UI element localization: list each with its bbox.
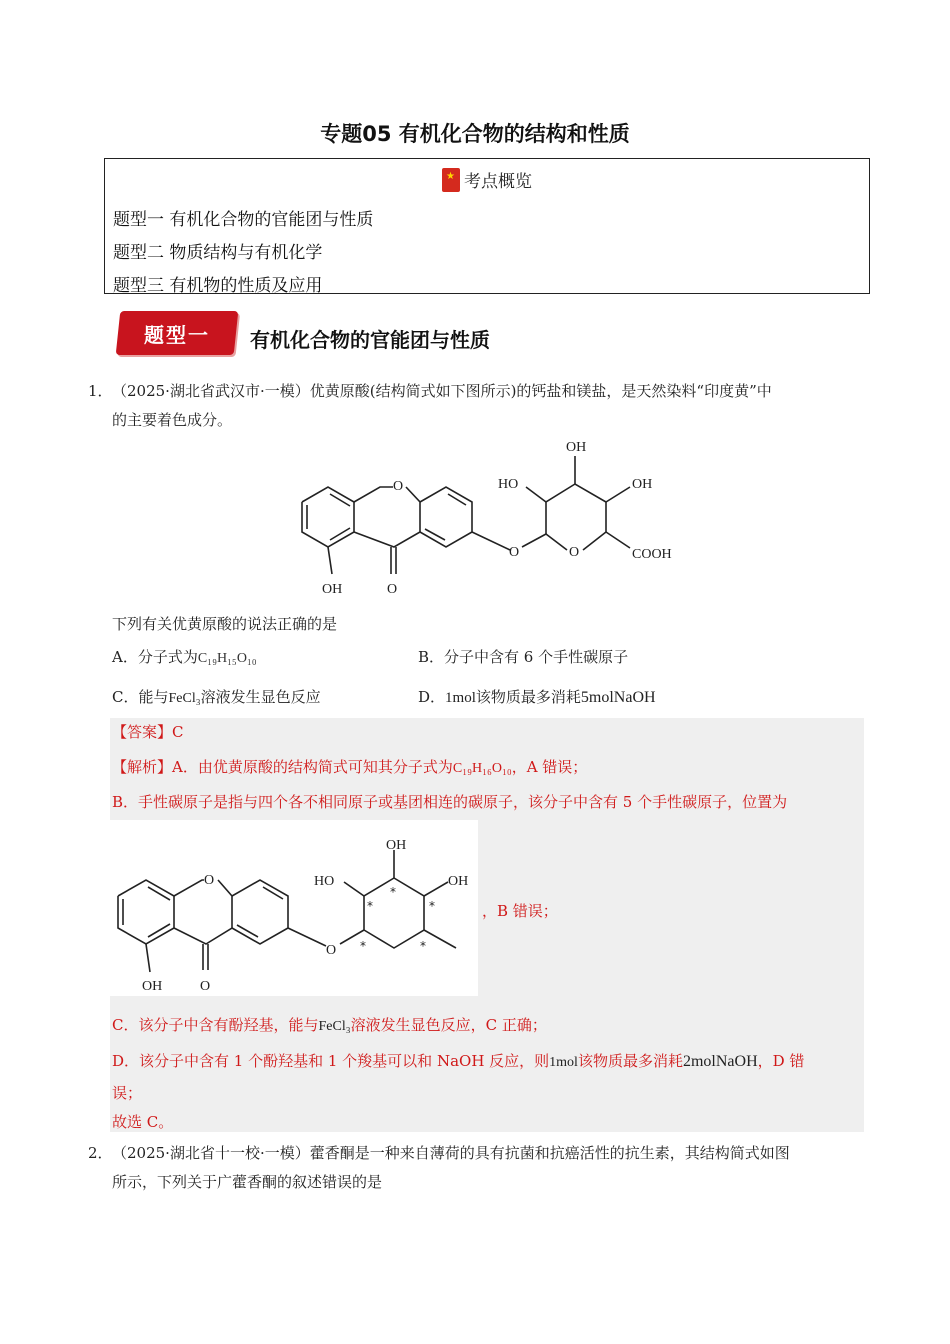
- section-banner: 题型一: [116, 311, 239, 355]
- overview-item: 题型二 物质结构与有机化学: [113, 243, 323, 263]
- q1-number: 1．: [88, 382, 113, 400]
- q2-stem-line1: （2025·湖北省十一校·一模）藿香酮是一种来自薄荷的具有抗菌和抗癌活性的抗生素，其结构简式如图: [112, 1144, 790, 1162]
- overview-box: [104, 158, 870, 294]
- chiral-star: *: [360, 939, 366, 953]
- oh-right-label: OH: [632, 477, 653, 492]
- molecule-structure: [290, 432, 690, 602]
- analysis-d-line2: 误；: [112, 1084, 143, 1102]
- analysis-b-end: ，B 错误；: [482, 902, 558, 920]
- oh-top-label: OH: [566, 440, 587, 455]
- o-ring-label: O: [204, 873, 215, 888]
- overview-heading: 考点概览: [464, 172, 532, 192]
- section-title: 有机化合物的官能团与性质: [250, 328, 490, 352]
- ho-left-label: HO: [314, 874, 335, 889]
- q1-stem-line1: （2025·湖北省武汉市·一模）优黄原酸(结构简式如下图所示)的钙盐和镁盐，是天然染料“印度黄”中: [112, 382, 772, 400]
- option-b: B．分子中含有 6 个手性碳原子: [418, 648, 629, 666]
- oh-bottom-label: OH: [142, 979, 163, 994]
- answer: 【答案】C: [112, 723, 184, 741]
- oh-top-label: OH: [386, 838, 407, 853]
- option-c: C．能与FeCl₃溶液发生显色反应: [112, 688, 321, 706]
- option-a: A．分子式为C₁₉H₁₅O₁₀: [112, 648, 257, 666]
- analysis-b: B．手性碳原子是指与四个各不相同原子或基团相连的碳原子，该分子中含有 5 个手性碳原子，位置为: [112, 793, 788, 811]
- analysis-d: D．该分子中含有 1 个酚羟基和 1 个羧基可以和 NaOH 反应，则1mol该物质最多消耗2molNaOH，D 错: [112, 1052, 805, 1070]
- q1-prompt: 下列有关优黄原酸的说法正确的是: [112, 615, 338, 633]
- overview-item: 题型三 有机物的性质及应用: [113, 276, 323, 296]
- option-d: D．1mol该物质最多消耗5molNaOH: [418, 688, 656, 706]
- chiral-structure: [110, 820, 478, 996]
- q2-number: 2．: [88, 1144, 113, 1162]
- oh-right-label: OH: [448, 874, 469, 889]
- chiral-star: *: [367, 899, 373, 913]
- book-icon: [442, 168, 460, 192]
- chiral-star: *: [390, 885, 396, 899]
- o-pyran-label: O: [569, 545, 580, 560]
- chiral-star: *: [420, 939, 426, 953]
- conclusion: 故选 C。: [112, 1113, 174, 1131]
- analysis-a: 【解析】A．由优黄原酸的结构简式可知其分子式为C₁₉H₁₆O₁₀，A 错误；: [112, 758, 588, 776]
- oh-bottom-label: OH: [322, 582, 343, 597]
- q2-stem-line2: 所示，下列关于广藿香酮的叙述错误的是: [112, 1173, 383, 1191]
- overview-item: 题型一 有机化合物的官能团与性质: [113, 210, 374, 230]
- chiral-star: *: [429, 899, 435, 913]
- analysis-c: C．该分子中含有酚羟基，能与FeCl₃溶液发生显色反应，C 正确；: [112, 1016, 547, 1034]
- o-keto-label: O: [387, 582, 398, 597]
- page-title: 专题05 有机化合物的结构和性质: [320, 122, 630, 146]
- o-keto-label: O: [200, 979, 211, 994]
- q1-stem-line2: 的主要着色成分。: [112, 411, 233, 429]
- o-link-label: O: [326, 943, 337, 958]
- o-ring-label: O: [393, 479, 404, 494]
- cooh-label: COOH: [632, 547, 672, 562]
- ho-left-label: HO: [498, 477, 519, 492]
- o-link-label: O: [509, 545, 520, 560]
